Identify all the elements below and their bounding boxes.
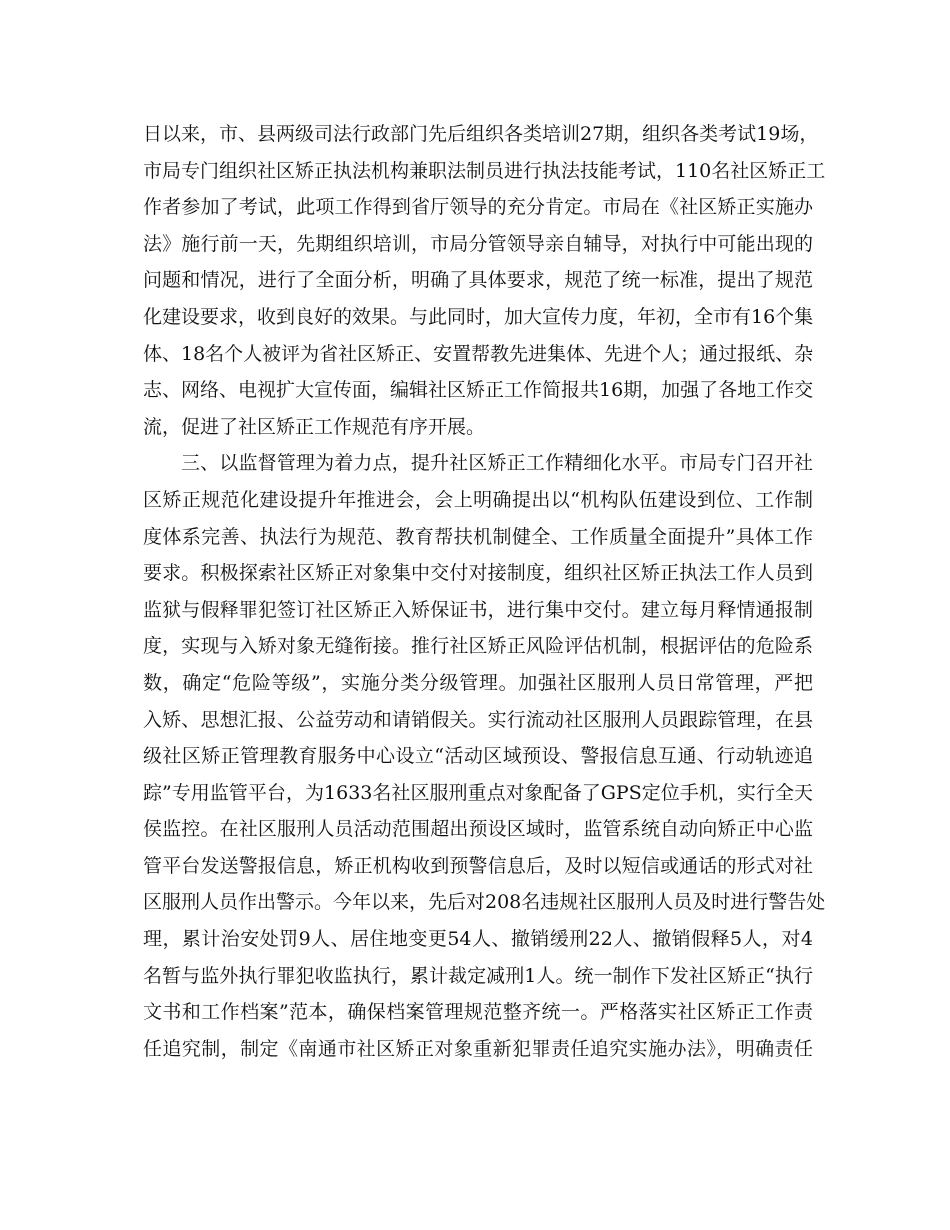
text-line: 作者参加了考试，此项工作得到省厅领导的充分肯定。市局在《社区矫正实施办 <box>143 196 813 219</box>
text-line: 问题和情况，进行了全面分析，明确了具体要求，规范了统一标准，提出了规范 <box>143 269 813 292</box>
text-line: 市局专门组织社区矫正执法机构兼职法制员进行执法技能考试，110名社区矫正工 <box>143 159 826 182</box>
text-line: 日以来，市、县两级司法行政部门先后组织各类培训27期，组织各类考试19场， <box>143 123 819 145</box>
text-line: 度，实现与入矫对象无缝衔接。推行社区矫正风险评估机制，根据评估的危险系 <box>143 635 813 658</box>
text-line: 数，确定“危险等级”，实施分类分级管理。加强社区服刑人员日常管理，严把 <box>143 671 813 694</box>
text-line: 名暂与监外执行罪犯收监执行，累计裁定减刑1人。统一制作下发社区矫正“执行 <box>143 964 813 987</box>
text-line: 区矫正规范化建设提升年推进会，会上明确提出以“机构队伍建设到位、工作制 <box>143 488 813 511</box>
text-line: 度体系完善、执法行为规范、教育帮扶机制健全、工作质量全面提升”具体工作 <box>143 525 813 548</box>
text-line: 监狱与假释罪犯签订社区矫正入矫保证书，进行集中交付。建立每月释情通报制 <box>143 598 813 621</box>
text-line: 管平台发送警报信息，矫正机构收到预警信息后，及时以短信或通话的形式对社 <box>143 854 813 877</box>
text-line: 化建设要求，收到良好的效果。与此同时，加大宣传力度，年初，全市有16个集 <box>143 305 814 328</box>
paragraph-supervision-management <box>143 445 826 1067</box>
text-line: 体、18名个人被评为省社区矫正、安置帮教先进集体、先进个人；通过报纸、杂 <box>143 342 814 365</box>
document-body <box>143 116 826 1067</box>
text-line: 入矫、思想汇报、公益劳动和请销假关。实行流动社区服刑人员跟踪管理，在县 <box>143 708 813 731</box>
text-line: 文书和工作档案”范本，确保档案管理规范整齐统一。严格落实社区矫正工作责 <box>143 1001 813 1024</box>
text-line: 区服刑人员作出警示。今年以来，先后对208名违规社区服刑人员及时进行警告处 <box>143 891 826 914</box>
text-line: 要求。积极探索社区矫正对象集中交付对接制度，组织社区矫正执法工作人员到 <box>143 562 813 585</box>
text-line: 踪”专用监管平台，为1633名社区服刑重点对象配备了GPS定位手机，实行全天 <box>143 781 813 804</box>
text-line: 法》施行前一天，先期组织培训，市局分管领导亲自辅导，对执行中可能出现的 <box>143 232 813 255</box>
text-line: 任追究制，制定《南通市社区矫正对象重新犯罪责任追究实施办法》，明确责任 <box>143 1037 813 1060</box>
text-line: 理，累计治安处罚9人、居住地变更54人、撤销缓刑22人、撤销假释5人，对4 <box>143 928 813 951</box>
text-line: 志、网络、电视扩大宣传面，编辑社区矫正工作简报共16期，加强了各地工作交 <box>143 379 814 402</box>
paragraph-heading-line: 三、以监督管理为着力点，提升社区矫正工作精细化水平。市局专门召开社 <box>181 452 813 475</box>
text-line: 侯监控。在社区服刑人员活动范围超出预设区域时，监管系统自动向矫正中心监 <box>143 818 813 841</box>
text-line: 流，促进了社区矫正工作规范有序开展。 <box>143 415 486 438</box>
text-line: 级社区矫正管理教育服务中心设立“活动区域预设、警报信息互通、行动轨迹追 <box>143 745 813 768</box>
paragraph-training-and-publicity <box>143 116 826 445</box>
